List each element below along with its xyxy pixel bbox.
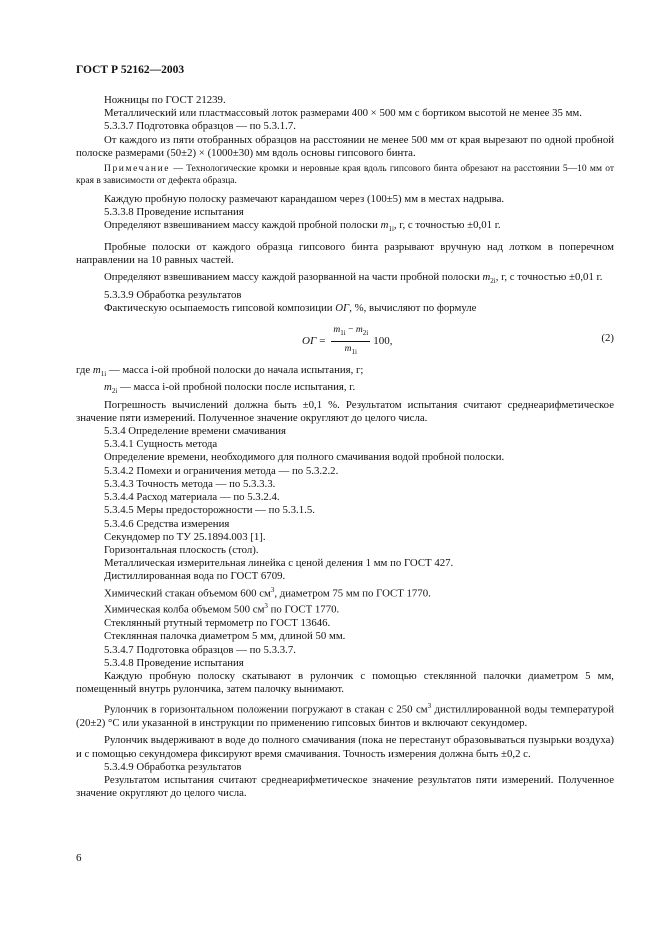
section-heading: 5.3.3.7 Подготовка образцов — по 5.3.1.7. <box>104 120 296 133</box>
paragraph: Каждую пробную полоску скатывают в рулончик с помощью стеклянной палочки диаметром 5 мм, помещенный внутрь рулончика, затем палочку вынимают. <box>76 669 614 696</box>
paragraph: Металлическая измерительная линейка с ценой деления 1 мм по ГОСТ 427. <box>104 557 454 570</box>
paragraph: Горизонтальная плоскость (стол). <box>104 543 259 556</box>
section-heading: 5.3.4.2 Помехи и ограничения метода — по 5.3.2.2. <box>104 464 339 477</box>
paragraph: Дистиллированная вода по ГОСТ 6709. <box>104 570 286 583</box>
formula-fraction <box>331 324 370 359</box>
paragraph: Определяют взвешиванием массу каждой разорванной на части пробной полоски $m_{2i}$, г, с точностью ±0,01 г. <box>104 271 603 286</box>
page-header: ГОСТ Р 52162—2003 <box>76 64 185 76</box>
where-line: $m_{2i}$ — масса i-ой пробной полоски после испытания, г. <box>104 381 356 396</box>
paragraph: Рулончик выдерживают в воде до полного смачивания (пока не перестанут образовываться пузырьки воздуха) и с помощью секундомера фиксируют время смачивания. Точность измерения должна быть ±0,2 с. <box>76 734 614 760</box>
formula-factor: 100, <box>373 334 393 347</box>
formula-number: (2) <box>601 331 614 344</box>
page-number: 6 <box>76 852 82 864</box>
note-text: — Технологические кромки и неровные края вдоль гипсового бинта обрезают на расстоянии 5—10 мм от края в зависимости от дефекта образца. <box>76 164 614 186</box>
section-heading: 5.3.4.8 Проведение испытания <box>104 656 244 669</box>
section-heading: 5.3.4.1 Сущность метода <box>104 438 218 451</box>
section-heading: 5.3.4.6 Средства измерения <box>104 517 230 530</box>
paragraph: Определяют взвешиванием массу каждой пробной полоски $m_{1i}$, г, с точностью ±0,01 г. <box>104 219 501 234</box>
section-heading: 5.3.4 Определение времени смачивания <box>104 425 286 438</box>
formula-equals: = <box>319 334 326 347</box>
paragraph: От каждого из пяти отобранных образцов на расстоянии не менее 500 мм от края вырезают по одной пробной полоске размерами (50±2) × (1000±30) мм вдоль основы гипсового бинта. <box>76 133 614 159</box>
formula-denominator: $m_{1i}$ <box>344 344 357 356</box>
paragraph: Ножницы по ГОСТ 21239. <box>104 94 226 106</box>
paragraph: Рулончик в горизонтальном положении погружают в стакан с 250 $см^3$ дистиллированной воды температурой (20±2) °С или указанной в инструкции по применению гипсовых бинтов и включают секундомер. <box>76 702 614 730</box>
paragraph: Металлический или пластмассовый лоток размерами 400 × 500 мм с бортиком высотой не менее 35 мм. <box>104 107 582 120</box>
where-line: где $m_{1i}$ — масса i-ой пробной полоски до начала испытания, г; <box>76 363 364 379</box>
note-label: Примечание <box>104 164 171 175</box>
formula-lhs: ОГ <box>302 334 317 347</box>
formula <box>302 324 392 359</box>
var-m: m <box>482 271 491 284</box>
section-heading: 5.3.4.4 Расход материала — по 5.3.2.4. <box>104 491 280 504</box>
paragraph: Определение времени, необходимого для полного смачивания водой пробной полоски. <box>104 451 505 464</box>
paragraph: Секундомер по ТУ 25.1894.003 [1]. <box>104 530 266 543</box>
paragraph: Стеклянная палочка диаметром 5 мм, длиной 50 мм. <box>104 630 346 643</box>
paragraph: Результатом испытания считают среднеарифметическое значение результатов пяти измерений. Полученное значение округляют до целого числа. <box>76 773 614 800</box>
section-heading: 5.3.3.9 Обработка результатов <box>104 288 242 301</box>
note <box>76 164 614 187</box>
paragraph: Каждую пробную полоску размечают карандашом через (100±5) мм в местах надрыва. <box>104 193 505 206</box>
formula-numerator: $m_{1i} - m_{2i}$ <box>331 324 370 342</box>
section-heading: 5.3.4.5 Меры предосторожности — по 5.3.1.5. <box>104 504 315 517</box>
paragraph: Химический стакан объемом 600 $см^3$, диаметром 75 мм по ГОСТ 1770. <box>104 585 431 600</box>
paragraph: Пробные полоски от каждого образца гипсового бинта разрывают вручную над лотком в поперечном направлении на 10 равных частей. <box>76 240 614 266</box>
section-heading: 5.3.4.3 Точность метода — по 5.3.3.3. <box>104 477 276 490</box>
section-heading: 5.3.3.8 Проведение испытания <box>104 206 244 219</box>
paragraph: Погрешность вычислений должна быть ±0,1 %. Результатом испытания считают среднеарифметическое значение пяти измерений. Полученное значение округляют до целого числа. <box>76 398 614 424</box>
section-heading: 5.3.4.7 Подготовка образцов — по 5.3.3.7. <box>104 643 296 656</box>
paragraph: Фактическую осыпаемость гипсовой композиции ОГ, %, вычисляют по формуле <box>104 301 477 314</box>
section-heading: 5.3.4.9 Обработка результатов <box>104 760 242 773</box>
document-body <box>76 94 614 800</box>
paragraph: Стеклянный ртутный термометр по ГОСТ 13646. <box>104 617 331 630</box>
paragraph: Химическая колба объемом 500 $см^3$ по ГОСТ 1770. <box>104 602 340 616</box>
var-m: m <box>380 219 389 232</box>
formula-block <box>76 320 614 360</box>
